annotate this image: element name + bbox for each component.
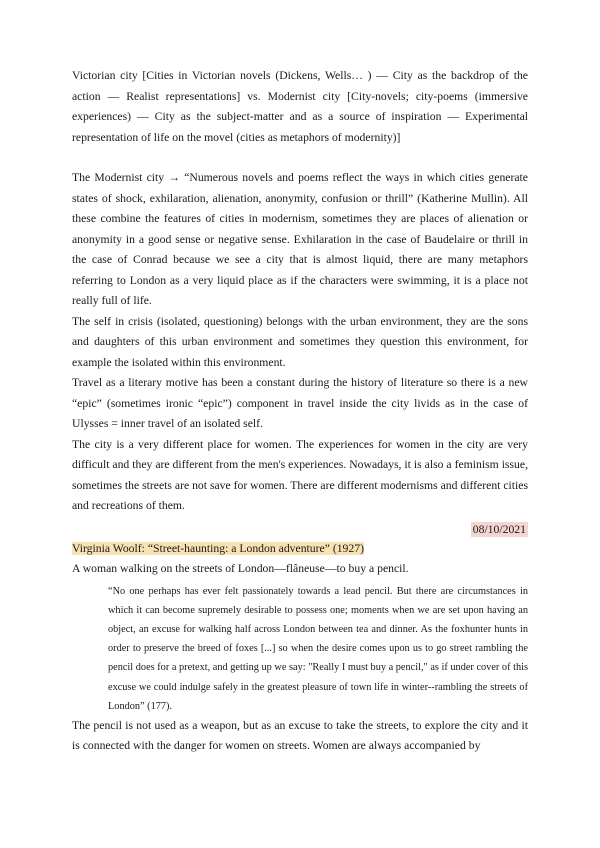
section-heading: Virginia Woolf: “Street-haunting: a London adventure” (1927): [72, 541, 364, 555]
paragraph-self-in-crisis: The self in crisis (isolated, questioning) belongs with the urban environment, they are the sons and daughters of this urban environment and sometimes they question this environment, for example the isolated within this environment.: [72, 314, 528, 369]
paragraph-women-city: The city is a very different place for women. The experiences for women in the city are very difficult and they are different from the men's experiences. Nowadays, it is also a feminism issue, sometimes the streets are not save for women. There are different modernisms and different cities and recreations of them.: [72, 437, 528, 512]
date-row: [72, 519, 528, 539]
paragraph-pencil: The pencil is not used as a weapon, but as an excuse to take the streets, to explore the city and it is connected with the danger for women on streets. Women are always accompanied by: [72, 718, 528, 753]
block-quote: “No one perhaps has ever felt passionately towards a lead pencil. But there are circumstances in which it can become supremely desirable to possess one; moments when we are set upon having an object, an excuse for walking half across London between tea and dinner. As the foxhunter hunts in order to preserve the breed of foxes [...] so when the desire comes upon us to go street rambling the pencil does for a pretext, and getting up we say: "Really I must buy a pencil," as if under cover of this excuse we could indulge safely in the greatest pleasure of town life in winter--rambling the streets of London” (177).: [108, 585, 528, 712]
date-label: 08/10/2021: [472, 522, 526, 536]
paragraph-modernist-city: The Modernist city → “Numerous novels and poems reflect the ways in which cities generate states of shock, exhilaration, alienation, anonymity, confusion or thrill” (Katherine Mullin). All these combine the features of cities in modernism, sometimes they are places of alienation or anonymity in a good sense or negative sense. Exhilaration in the case of Baudelaire or thrill in the case of Conrad because we see a city that is almost liquid, there are many metaphors referring to London as a very liquid place as if the characters were swimming, it is a place not really full of life.: [72, 171, 528, 307]
paragraph-woman-walking: A woman walking on the streets of London—flâneuse—to buy a pencil.: [72, 562, 409, 575]
paragraph-travel-motive: Travel as a literary motive has been a constant during the history of literature so there is a new “epic” (sometimes ironic “epic”) component in travel inside the city livids as in the case of Ulysses = inner travel of an isolated self.: [72, 376, 528, 430]
paragraph-victorian-vs-modernist: Victorian city [Cities in Victorian novels (Dickens, Wells… ) — City as the backdrop of the action — Realist representations] vs. Modernist city [City-novels; city-poems (immersive experiences) — City as the subject-matter and as a source of inspiration — Experimental representation of life on the movel (cities as metaphors of modernity)]: [72, 69, 528, 144]
spacer: [72, 148, 528, 168]
